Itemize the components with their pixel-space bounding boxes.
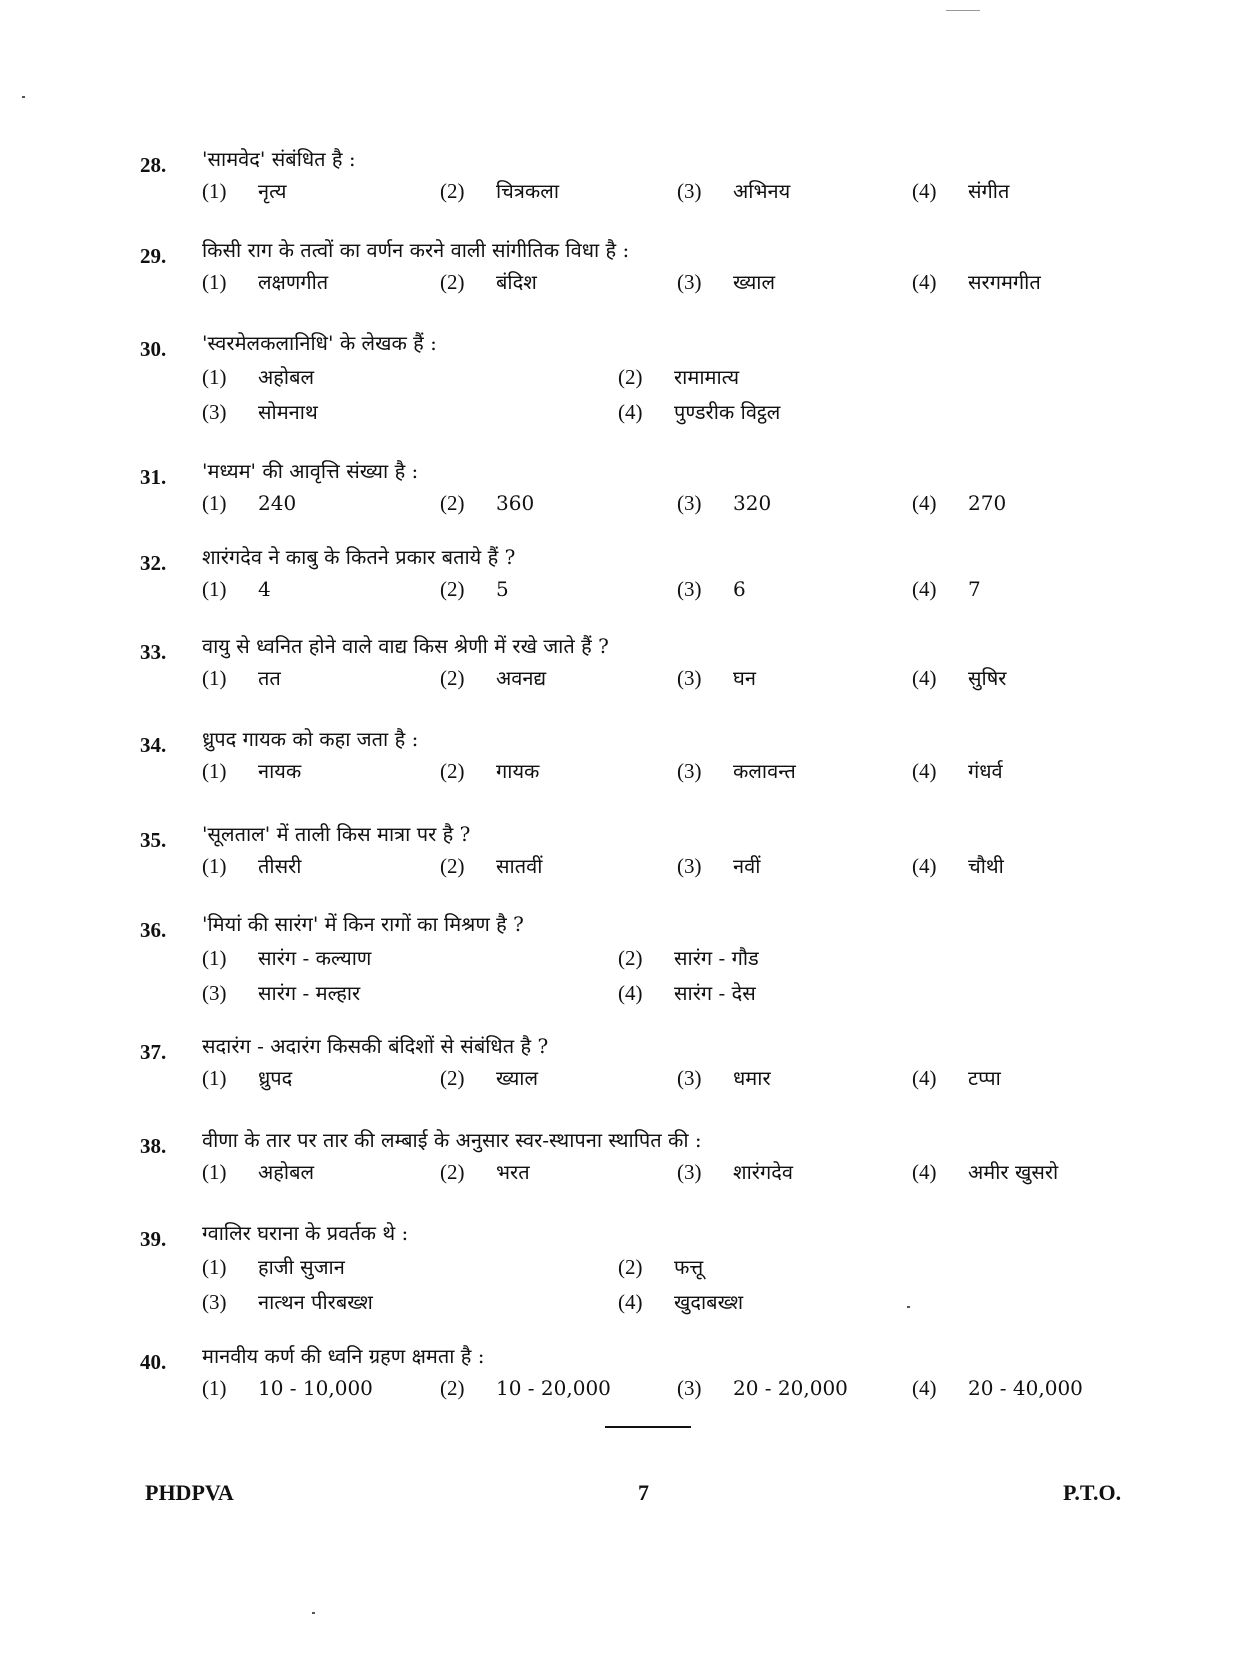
option-label: 10 - 10,000 (258, 1376, 373, 1400)
answer-option (618, 942, 759, 974)
answer-option (677, 175, 790, 207)
question-number: 38. (140, 1134, 167, 1158)
option-number: (2) (440, 1066, 465, 1090)
question-number: 39. (140, 1227, 167, 1251)
option-label: नवीं (733, 854, 761, 878)
paper-code: PHDPVA (145, 1480, 234, 1505)
option-number: (2) (618, 365, 643, 389)
option-number: (1) (202, 666, 227, 690)
answer-option (618, 396, 780, 428)
answer-option (912, 850, 1004, 882)
answer-option (440, 175, 559, 207)
option-label: गायक (496, 759, 540, 783)
question-text: 'मध्यम' की आवृत्ति संख्या है : (202, 459, 419, 483)
question-text: वायु से ध्वनित होने वाले वाद्य किस श्रेणी में रखे जाते हैं ? (202, 634, 609, 658)
question-text: मानवीय कर्ण की ध्वनि ग्रहण क्षमता है : (202, 1344, 485, 1368)
question-text: 'सूलताल' में ताली किस मात्रा पर है ? (202, 822, 471, 846)
answer-option (440, 1372, 611, 1404)
answer-option (440, 662, 546, 694)
pto-label: P.T.O. (1063, 1480, 1122, 1505)
option-number: (3) (677, 854, 702, 878)
question-text: शारंगदेव ने काबु के कितने प्रकार बताये हैं ? (202, 545, 516, 569)
option-label: रामामात्य (674, 365, 740, 389)
answer-option (202, 977, 360, 1009)
question-text: सदारंग - अदारंग किसकी बंदिशों से संबंधित है ? (202, 1034, 549, 1058)
option-number: (2) (440, 270, 465, 294)
option-label: अभिनय (733, 179, 791, 203)
option-number: (4) (912, 1376, 937, 1400)
option-number: (4) (912, 179, 937, 203)
option-number: (1) (202, 1376, 227, 1400)
answer-option (202, 942, 371, 974)
option-number: (2) (440, 1376, 465, 1400)
option-number: (3) (202, 1290, 227, 1314)
option-label: ख्याल (733, 270, 776, 294)
option-label: सारंग - कल्याण (258, 946, 372, 970)
question-text: 'मियां की सारंग' में किन रागों का मिश्रण है ? (202, 912, 524, 936)
option-label: सारंग - गौड (674, 946, 759, 970)
option-number: (3) (677, 1160, 702, 1184)
option-label: भरत (496, 1160, 530, 1184)
answer-option (440, 850, 542, 882)
option-number: (4) (618, 1290, 643, 1314)
page-number: 7 (638, 1480, 649, 1505)
question-text: किसी राग के तत्वों का वर्णन करने वाली सांगीतिक विधा है : (202, 238, 630, 262)
answer-option (677, 755, 796, 787)
answer-option (202, 361, 314, 393)
option-label: नात्थन पीरबख्श (258, 1290, 373, 1314)
option-label: सातवीं (496, 854, 543, 878)
option-number: (4) (912, 666, 937, 690)
option-number: (1) (202, 1255, 227, 1279)
question-number: 36. (140, 918, 167, 942)
option-number: (3) (677, 759, 702, 783)
option-number: (2) (440, 577, 465, 601)
option-label: नृत्य (258, 179, 287, 203)
option-number: (3) (677, 666, 702, 690)
option-number: (1) (202, 270, 227, 294)
question-text: ध्रुपद गायक को कहा जता है : (202, 727, 419, 751)
option-number: (1) (202, 759, 227, 783)
answer-option (202, 573, 271, 605)
question-number: 34. (140, 733, 167, 757)
option-number: (1) (202, 854, 227, 878)
answer-option (202, 662, 281, 694)
question-number: 40. (140, 1350, 167, 1374)
option-number: (4) (912, 759, 937, 783)
answer-option (912, 175, 1009, 207)
option-label: 20 - 20,000 (733, 1376, 848, 1400)
option-number: (3) (677, 179, 702, 203)
answer-option (202, 1372, 373, 1404)
answer-option (677, 850, 760, 882)
option-label: संगीत (968, 179, 1010, 203)
scan-speck (907, 1306, 910, 1308)
option-number: (4) (912, 854, 937, 878)
option-label: खुदाबख्श (674, 1290, 744, 1314)
question-number: 35. (140, 828, 167, 852)
option-label: अहोबल (258, 1160, 315, 1184)
option-label: पुण्डरीक विट्ठल (674, 400, 781, 424)
scan-speck (312, 1612, 315, 1614)
option-number: (1) (202, 1160, 227, 1184)
option-number: (1) (202, 946, 227, 970)
answer-option (202, 755, 301, 787)
option-number: (4) (618, 400, 643, 424)
question-number: 37. (140, 1040, 167, 1064)
answer-option (912, 1156, 1058, 1188)
option-number: (1) (202, 577, 227, 601)
option-number: (3) (202, 981, 227, 1005)
answer-option (440, 487, 534, 519)
option-label: हाजी सुजान (258, 1255, 345, 1279)
answer-option (618, 977, 756, 1009)
scan-speck (22, 96, 25, 98)
option-label: लक्षणगीत (258, 270, 329, 294)
option-number: (2) (440, 759, 465, 783)
answer-option (440, 573, 509, 605)
answer-option (202, 1251, 345, 1283)
option-number: (1) (202, 365, 227, 389)
option-label: चौथी (968, 854, 1004, 878)
option-label: 4 (258, 577, 271, 601)
option-number: (4) (912, 270, 937, 294)
answer-option (202, 266, 328, 298)
question-number: 30. (140, 337, 167, 361)
option-number: (1) (202, 491, 227, 515)
option-label: 270 (968, 491, 1007, 515)
option-label: अहोबल (258, 365, 315, 389)
answer-option (202, 850, 301, 882)
answer-option (677, 573, 746, 605)
question-text: वीणा के तार पर तार की लम्बाई के अनुसार स्वर-स्थापना स्थापित की : (202, 1128, 702, 1152)
option-number: (1) (202, 179, 227, 203)
option-label: 5 (496, 577, 509, 601)
option-label: अवनद्य (496, 666, 547, 690)
option-number: (3) (677, 1376, 702, 1400)
option-number: (2) (440, 491, 465, 515)
answer-option (618, 1286, 743, 1318)
answer-option (912, 755, 1003, 787)
option-label: ध्रुपद (258, 1066, 293, 1090)
answer-option (677, 266, 775, 298)
option-label: धमार (733, 1066, 771, 1090)
answer-option (677, 1156, 793, 1188)
option-label: नायक (258, 759, 302, 783)
option-label: सुषिर (968, 666, 1007, 690)
end-divider (605, 1426, 691, 1428)
answer-option (618, 1251, 703, 1283)
option-label: 7 (968, 577, 981, 601)
answer-option (202, 175, 287, 207)
answer-option (677, 662, 756, 694)
option-label: सोमनाथ (258, 400, 318, 424)
question-number: 32. (140, 551, 167, 575)
question-number: 31. (140, 465, 167, 489)
answer-option (912, 573, 981, 605)
option-number: (4) (912, 577, 937, 601)
option-label: बंदिश (496, 270, 537, 294)
option-label: 10 - 20,000 (496, 1376, 611, 1400)
answer-option (677, 487, 771, 519)
answer-option (440, 1062, 538, 1094)
option-number: (3) (677, 1066, 702, 1090)
answer-option (618, 361, 739, 393)
answer-option (202, 1156, 314, 1188)
answer-option (202, 1286, 373, 1318)
answer-option (912, 1062, 1001, 1094)
option-number: (1) (202, 1066, 227, 1090)
option-number: (3) (677, 270, 702, 294)
option-label: 6 (733, 577, 746, 601)
answer-option (202, 396, 318, 428)
answer-option (677, 1372, 848, 1404)
question-number: 29. (140, 244, 167, 268)
question-text: 'स्वरमेलकलानिधि' के लेखक हैं : (202, 331, 437, 355)
option-number: (2) (440, 179, 465, 203)
question-number: 33. (140, 640, 167, 664)
answer-option (440, 755, 539, 787)
answer-option (440, 1156, 530, 1188)
option-number: (3) (677, 577, 702, 601)
option-label: ख्याल (496, 1066, 539, 1090)
scan-speck (946, 10, 980, 11)
answer-option (202, 487, 296, 519)
option-number: (4) (912, 1066, 937, 1090)
answer-option (912, 662, 1006, 694)
option-label: तीसरी (258, 854, 302, 878)
question-number: 28. (140, 153, 167, 177)
option-label: शारंगदेव (733, 1160, 793, 1184)
option-number: (2) (440, 666, 465, 690)
answer-option (440, 266, 537, 298)
option-number: (2) (440, 854, 465, 878)
option-label: सारंग - देस (674, 981, 756, 1005)
option-label: घन (733, 666, 756, 690)
option-label: सारंग - मल्हार (258, 981, 361, 1005)
question-text: ग्वालिर घराना के प्रवर्तक थे : (202, 1221, 409, 1245)
option-number: (4) (618, 981, 643, 1005)
option-number: (2) (440, 1160, 465, 1184)
option-label: कलावन्त (733, 759, 796, 783)
option-label: 360 (496, 491, 535, 515)
option-number: (3) (202, 400, 227, 424)
option-label: चित्रकला (496, 179, 560, 203)
option-label: सरगमगीत (968, 270, 1041, 294)
option-label: गंधर्व (968, 759, 1003, 783)
answer-option (912, 266, 1041, 298)
option-number: (2) (618, 946, 643, 970)
answer-option (677, 1062, 771, 1094)
option-number: (4) (912, 1160, 937, 1184)
option-label: 20 - 40,000 (968, 1376, 1083, 1400)
answer-option (202, 1062, 292, 1094)
answer-option (912, 1372, 1083, 1404)
option-number: (3) (677, 491, 702, 515)
option-label: 240 (258, 491, 297, 515)
option-label: टप्पा (968, 1066, 1001, 1090)
option-number: (2) (618, 1255, 643, 1279)
option-number: (4) (912, 491, 937, 515)
option-label: तत (258, 666, 281, 690)
option-label: 320 (733, 491, 772, 515)
answer-option (912, 487, 1006, 519)
option-label: फत्तू (674, 1255, 704, 1279)
option-label: अमीर खुसरो (968, 1160, 1059, 1184)
question-text: 'सामवेद' संबंधित है : (202, 147, 356, 171)
